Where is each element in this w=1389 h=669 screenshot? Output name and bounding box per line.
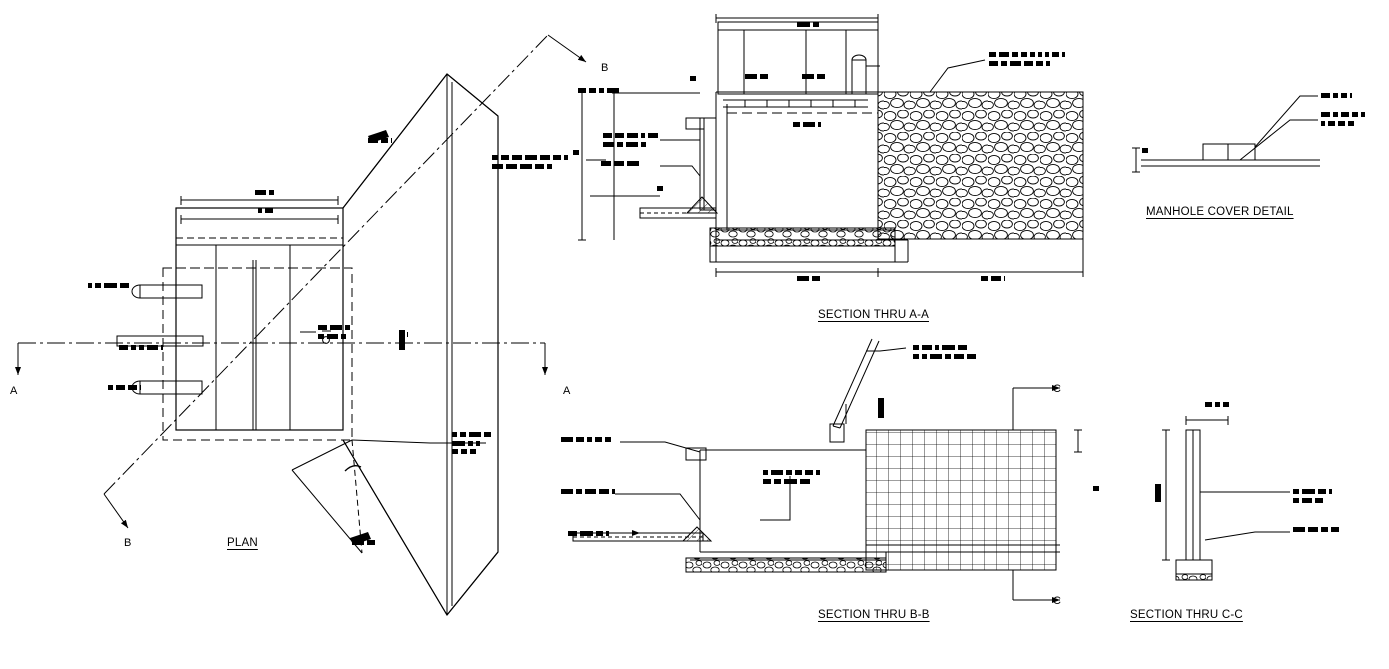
annotation-cc-tick-left — [1155, 486, 1164, 494]
caption-section-cc: SECTION THRU C-C — [1130, 609, 1243, 621]
annotation-aa-tick-left-2 — [573, 150, 582, 158]
annotation-aa-top-right-note — [989, 52, 1068, 69]
annotation-plan-right-note — [452, 432, 494, 457]
section-mark-b-top: B — [601, 62, 609, 74]
annotation-aa-dim-inner — [793, 122, 824, 130]
annotation-bb-left-note-2 — [561, 489, 618, 497]
annotation-plan-inlet-pipe-lower — [108, 385, 144, 393]
annotation-aa-tick-left-3 — [657, 186, 666, 194]
annotation-aa-dim-top — [797, 22, 822, 30]
caption-manhole-cover-detail: MANHOLE COVER DETAIL — [1146, 206, 1294, 218]
section-mark-c-bottom: C — [1053, 595, 1061, 607]
annotation-mh-note-2 — [1321, 112, 1368, 129]
annotation-cc-dim-top — [1205, 402, 1232, 410]
annotation-plan-inlet-pipe-upper — [88, 283, 132, 291]
annotation-plan-center-note — [318, 325, 353, 342]
annotation-plan-pipe-note — [119, 345, 166, 353]
annotation-aa-tick-left-1 — [690, 76, 699, 84]
annotation-aa-dim-bot-2 — [981, 276, 1008, 284]
section-mark-a-left: A — [10, 385, 18, 397]
annotation-plan-edge-tick-1 — [368, 138, 395, 146]
annotation-bb-left-note-1 — [561, 437, 614, 445]
annotation-aa-left-note-2 — [603, 133, 661, 150]
annotation-bb-tick-right — [1093, 486, 1102, 494]
annotation-aa-left-note-1 — [578, 88, 622, 96]
annotation-aa-dim-bot-1 — [797, 276, 823, 284]
annotation-plan-dim-top-2 — [258, 208, 276, 216]
annotation-cc-note-2 — [1293, 527, 1342, 535]
annotation-plan-edge-tick-2 — [352, 540, 378, 548]
annotation-bb-top-note — [913, 345, 979, 362]
caption-section-bb: SECTION THRU B-B — [818, 609, 930, 621]
annotation-mh-dim-left — [1142, 148, 1151, 156]
annotation-bb-mid-note — [763, 470, 823, 487]
annotation-aa-dim-mid-2 — [802, 74, 828, 82]
annotation-aa-center-note — [492, 155, 571, 172]
annotation-plan-side-tick — [399, 332, 411, 340]
section-mark-b-bottom: B — [124, 537, 132, 549]
caption-plan: PLAN — [227, 537, 258, 549]
annotation-aa-left-note-3 — [601, 161, 642, 169]
annotation-aa-dim-mid-1 — [745, 74, 771, 82]
annotation-plan-dim-top-1 — [255, 190, 277, 198]
section-mark-a-right: A — [563, 385, 571, 397]
annotation-cc-note-1 — [1293, 489, 1335, 506]
section-mark-c-top: C — [1053, 383, 1061, 395]
caption-section-aa: SECTION THRU A-A — [818, 309, 929, 321]
annotation-mh-note-1 — [1321, 93, 1355, 101]
annotation-bb-left-note-3 — [568, 531, 612, 539]
